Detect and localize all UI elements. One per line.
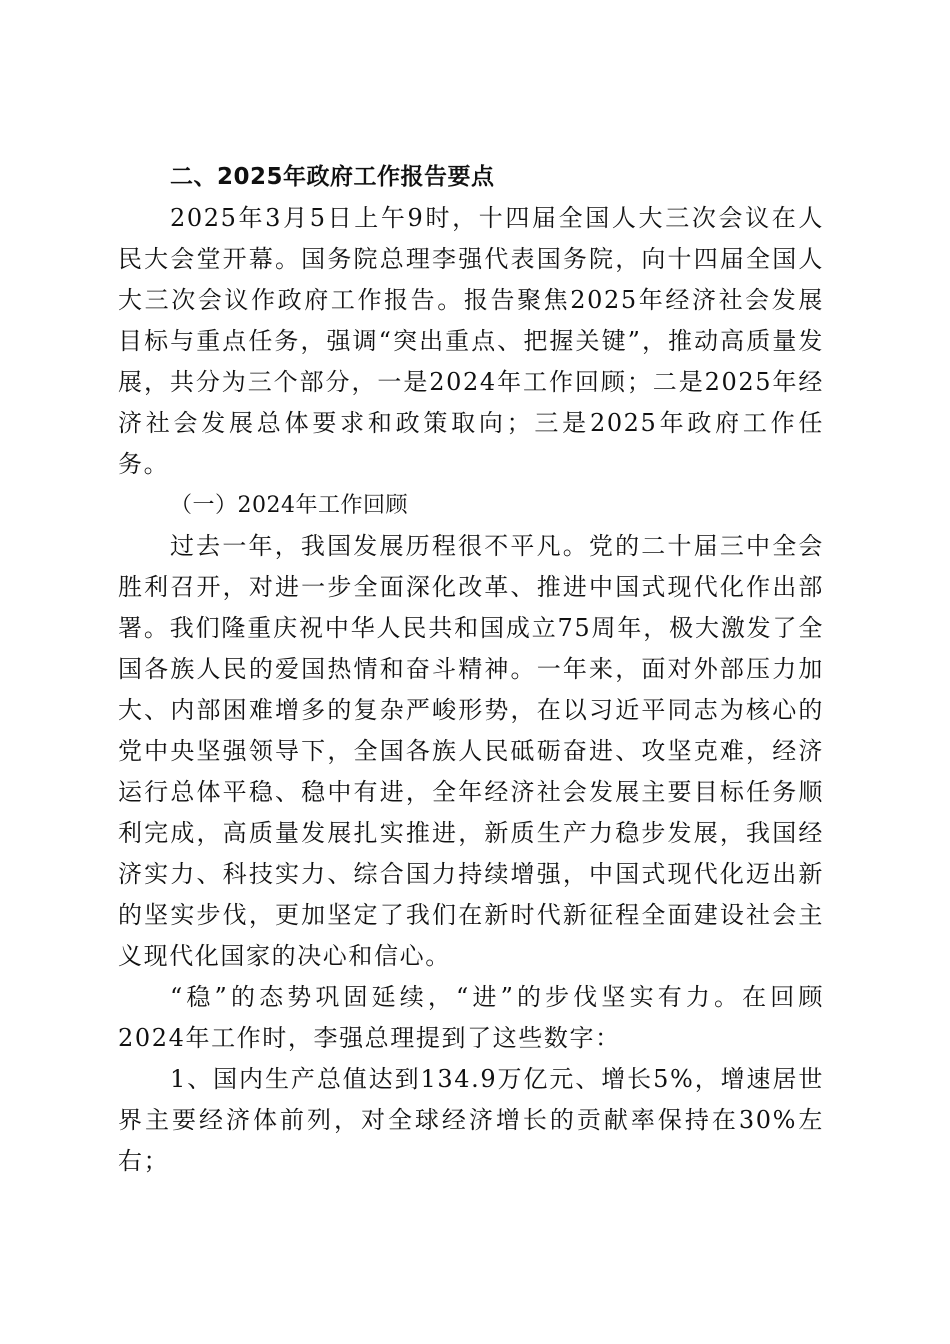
numbers-intro-paragraph: “稳”的态势巩固延续，“进”的步伐坚实有力。在回顾2024年工作时，李强总理提到了这些数字： (118, 983, 824, 1052)
section-heading: 二、2025年政府工作报告要点 (170, 164, 495, 190)
intro-paragraph: 2025年3月5日上午9时，十四届全国人大三次会议在人民大会堂开幕。国务院总理李强代表国务院，向十四届全国人大三次会议作政府工作报告。报告聚焦2025年经济社会发展目标与重点任务，强调“突出重点、把握关键”，推动高质量发展，共分为三个部分，一是2024年工作回顾；二是2025年经济社会发展总体要求和政策取向；三是2025年政府工作任务。 (118, 204, 824, 478)
review-paragraph: 过去一年，我国发展历程很不平凡。党的二十届三中全会胜利召开，对进一步全面深化改革、推进中国式现代化作出部署。我们隆重庆祝中华人民共和国成立75周年，极大激发了全国各族人民的爱国热情和奋斗精神。一年来，面对外部压力加大、内部困难增多的复杂严峻形势，在以习近平同志为核心的党中央坚强领导下，全国各族人民砥砺奋进、攻坚克难，经济运行总体平稳、稳中有进，全年经济社会发展主要目标任务顺利完成，高质量发展扎实推进，新质生产力稳步发展，我国经济实力、科技实力、综合国力持续增强，中国式现代化迈出新的坚实步伐，更加坚定了我们在新时代新征程全面建设社会主义现代化国家的决心和信心。 (118, 532, 824, 970)
subsection-heading: （一）2024年工作回顾 (170, 493, 408, 518)
document-body (118, 157, 824, 1182)
list-item-1: 1、国内生产总值达到134.9万亿元、增长5%，增速居世界主要经济体前列，对全球经济增长的贡献率保持在30%左右； (118, 1065, 824, 1175)
